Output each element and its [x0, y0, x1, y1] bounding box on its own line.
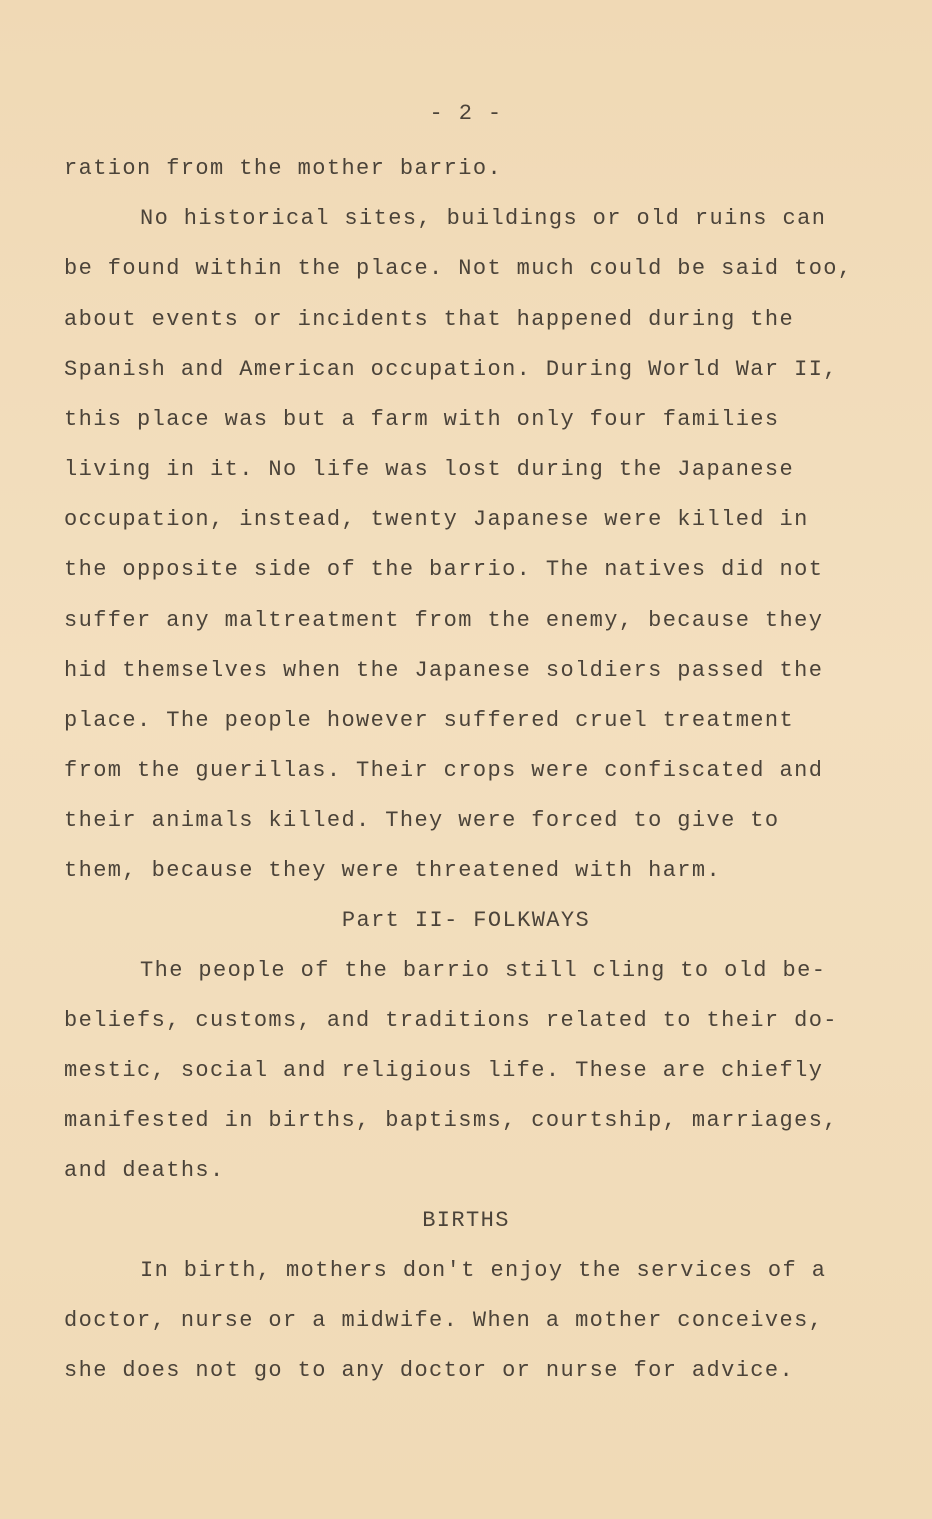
text-line: about events or incidents that happened during the: [64, 307, 795, 332]
text-line: ration from the mother barrio.: [64, 156, 503, 181]
text-line: place. The people however suffered cruel treatment: [64, 708, 795, 733]
text-line: them, because they were threatened with harm.: [64, 858, 722, 883]
text-line: The people of the barrio still cling to old be-: [140, 958, 827, 983]
text-line: this place was but a farm with only four families: [64, 407, 780, 432]
section-heading-folkways: Part II- FOLKWAYS: [341, 908, 591, 933]
text-line: living in it. No life was lost during the Japanese: [64, 457, 795, 482]
text-line: beliefs, customs, and traditions related to their do-: [64, 1008, 838, 1033]
text-line: suffer any maltreatment from the enemy, because they: [64, 608, 824, 633]
text-line: manifested in births, baptisms, courtship, marriages,: [64, 1108, 838, 1133]
text-line: and deaths.: [64, 1158, 225, 1183]
text-line: occupation, instead, twenty Japanese were killed in: [64, 507, 809, 532]
section-heading-births: BIRTHS: [422, 1208, 510, 1233]
text-line: their animals killed. They were forced to give to: [64, 808, 780, 833]
text-line: doctor, nurse or a midwife. When a mother conceives,: [64, 1308, 824, 1333]
text-line: No historical sites, buildings or old ruins can: [140, 206, 827, 231]
text-line: mestic, social and religious life. These are chiefly: [64, 1058, 824, 1083]
text-line: she does not go to any doctor or nurse for advice.: [64, 1358, 795, 1383]
text-line: hid themselves when the Japanese soldiers passed the: [64, 658, 824, 683]
text-line: In birth, mothers don't enjoy the services of a: [140, 1258, 827, 1283]
text-line: from the guerillas. Their crops were confiscated and: [64, 758, 824, 783]
text-line: Spanish and American occupation. During World War II,: [64, 357, 838, 382]
text-line: the opposite side of the barrio. The natives did not: [64, 557, 824, 582]
page-number: - 2 -: [429, 101, 503, 126]
text-line: be found within the place. Not much could be said too,: [64, 256, 853, 281]
